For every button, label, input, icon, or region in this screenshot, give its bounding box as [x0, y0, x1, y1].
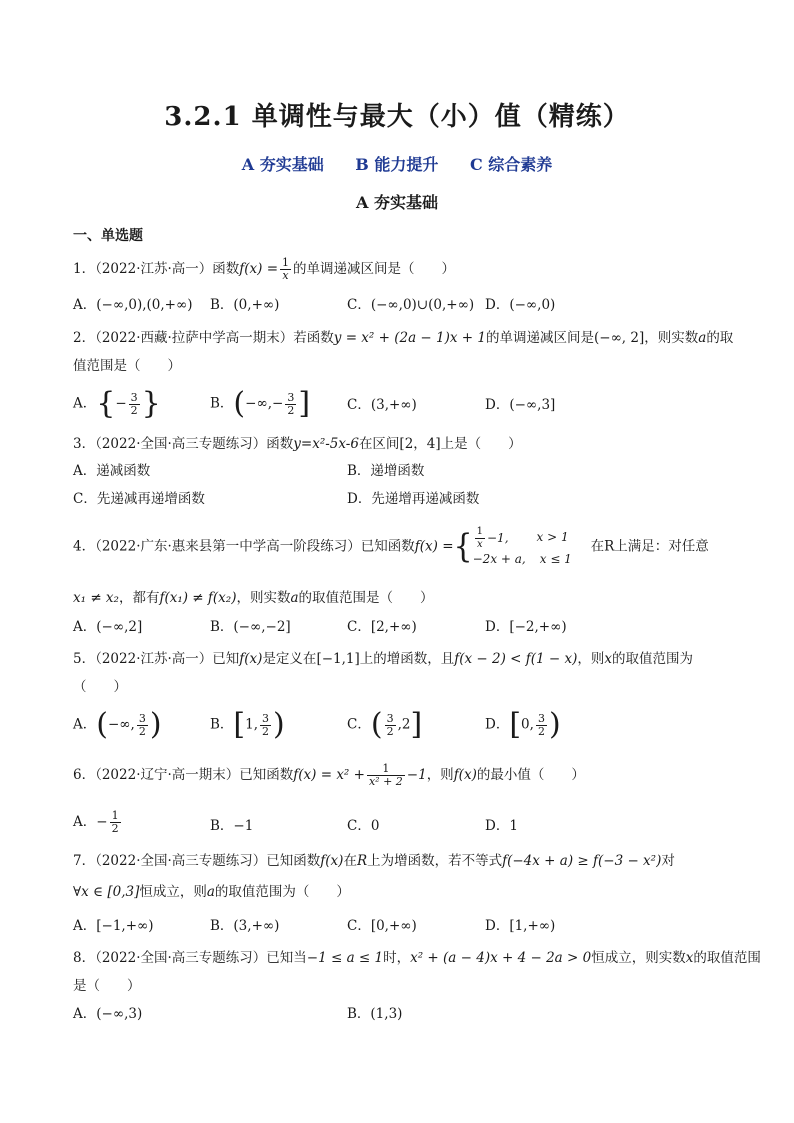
option-d[interactable]: D．1	[485, 818, 518, 834]
option-b[interactable]: B．(0,+∞)	[210, 297, 280, 313]
option-b[interactable]: B．−1	[210, 818, 254, 834]
option-c[interactable]: C．[2,+∞)	[347, 619, 417, 635]
question-8-stem-cont: 是（ ）	[73, 978, 141, 994]
option-b[interactable]: B．(−∞,−2]	[210, 619, 291, 635]
section-link-b[interactable]: B 能力提升	[355, 155, 439, 174]
option-a[interactable]: A．[−1,+∞)	[73, 918, 154, 934]
option-a[interactable]: A．(−∞, $\frac{3}{2}$ )	[73, 707, 162, 742]
option-b[interactable]: B．(1,3)	[347, 1006, 403, 1022]
section-nav	[0, 152, 794, 175]
option-d[interactable]: D．[1,+∞)	[485, 918, 556, 934]
option-a[interactable]: A．{− $\frac{3}{2}$ }	[73, 386, 161, 421]
option-a[interactable]: A．(−∞,0),(0,+∞)	[73, 297, 193, 313]
option-d[interactable]: D．[−2,+∞)	[485, 619, 567, 635]
option-a[interactable]: A．(−∞,3)	[73, 1006, 143, 1022]
section-link-a[interactable]: A 夯实基础	[241, 155, 324, 174]
question-2-stem: 2．（2022·西藏·拉萨中学高一期末）若函数y = x² + (2a − 1)x + 1的单调递减区间是(−∞, 2]，则实数a的取	[73, 330, 734, 346]
option-d[interactable]: D．(−∞,0)	[485, 297, 556, 313]
page-title: 3.2.1 单调性与最大（小）值（精练）	[164, 102, 630, 132]
question-4-stem-cont: x₁ ≠ x₂，都有f(x₁) ≠ f(x₂)，则实数a的取值范围是（ ）	[73, 590, 434, 606]
option-b[interactable]: B．[1, $\frac{3}{2}$ )	[210, 707, 285, 742]
part-heading: 一、单选题	[73, 228, 143, 244]
question-2-stem-cont: 值范围是（ ）	[73, 358, 181, 374]
option-c[interactable]: C．[0,+∞)	[347, 918, 417, 934]
question-8-stem: 8．（2022·全国·高三专题练习）已知当−1 ≤ a ≤ 1时，x² + (a − 4)x + 4 − 2a > 0恒成立，则实数x的取值范围	[73, 950, 761, 966]
option-d[interactable]: D．先递增再递减函数	[347, 491, 480, 507]
option-b[interactable]: B．递增函数	[347, 463, 425, 479]
option-a[interactable]: A．− $\frac{1}{2}$	[73, 809, 119, 835]
option-c[interactable]: C．先递减再递增函数	[73, 491, 205, 507]
question-7-stem-cont: ∀x ∈ [0,3]恒成立，则a的取值范围为（ ）	[73, 884, 350, 900]
question-7-stem: 7．（2022·全国·高三专题练习）已知函数f(x)在R上为增函数，若不等式f(−4x + a) ≥ f(−3 − x²)对	[73, 853, 675, 869]
option-b[interactable]: B．(3,+∞)	[210, 918, 280, 934]
option-d[interactable]: D．(−∞,3]	[485, 397, 556, 413]
question-6-stem: 6．（2022·辽宁·高一期末）已知函数f(x) = x² + $\frac{1}{\text{x² + 2}}$ −1，则f(x)的最小值（ ）	[73, 762, 585, 788]
section-heading: A 夯实基础	[356, 193, 438, 212]
option-a[interactable]: A．递减函数	[73, 463, 151, 479]
option-c[interactable]: C．( $\frac{3}{2}$ ,2]	[347, 707, 423, 742]
option-a[interactable]: A．(−∞,2]	[73, 619, 143, 635]
option-b[interactable]: B．(−∞,− $\frac{3}{2}$ ]	[210, 386, 311, 421]
section-link-c[interactable]: C 综合素养	[469, 155, 553, 174]
option-c[interactable]: C．(3,+∞)	[347, 397, 417, 413]
option-d[interactable]: D．[0, $\frac{3}{2}$ )	[485, 707, 561, 742]
question-5-stem: 5．（2022·江苏·高一）已知f(x)是定义在[−1,1]上的增函数，且f(x − 2) < f(1 − x)，则x的取值范围为	[73, 651, 694, 667]
question-3-stem: 3．（2022·全国·高三专题练习）函数y=x²-5x-6在区间[2，4]上是（ ）	[73, 436, 522, 452]
question-1-stem: 1．（2022·江苏·高一）函数f(x) = $\frac{1}{x}$ 的单调递减区间是（ ）	[73, 256, 456, 282]
option-c[interactable]: C．0	[347, 818, 380, 834]
option-c[interactable]: C．(−∞,0)∪(0,+∞)	[347, 297, 475, 313]
question-5-stem-cont: （ ）	[73, 679, 127, 695]
question-4-stem: 4．（2022·广东·惠来县第一中学高一阶段练习）已知函数f(x) ={ $\frac{1}{x}$ −1, x > 1 −2x + a, x ≤ 1 在R上满足：对任意	[73, 526, 709, 566]
